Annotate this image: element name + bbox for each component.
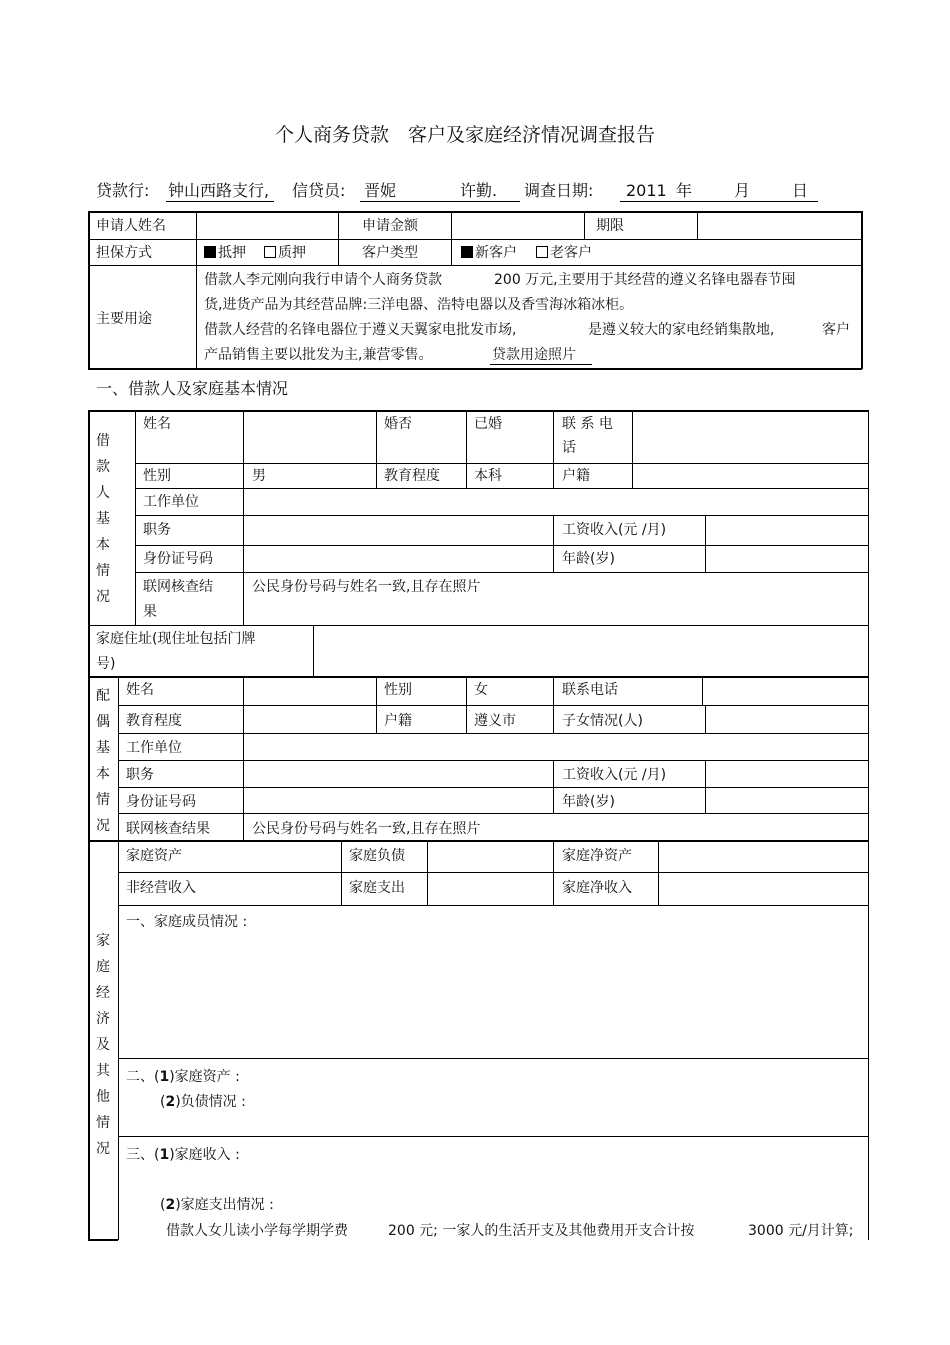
borrower-verify-label-a: 联网核查结 (143, 579, 213, 595)
family-net-income-label: 家庭净收入 (562, 880, 632, 896)
borrower-age-label: 年龄(岁) (562, 551, 615, 567)
page-title: 个人商务贷款 客户及家庭经济情况调查报告 (274, 124, 655, 146)
purpose-photo-link[interactable]: 贷款用途照片 (492, 347, 576, 363)
expense-detail-b: 200 元; 一家人的生活开支及其他费用开支合计按 (388, 1223, 695, 1239)
spouse-hukou-label: 户籍 (384, 713, 412, 729)
guarantee-label: 担保方式 (96, 245, 152, 261)
photo-link-underline (490, 364, 592, 365)
borrower-gender-value: 男 (252, 468, 266, 484)
spouse-age-label: 年龄(岁) (562, 794, 615, 810)
borrower-name-label: 姓名 (143, 416, 171, 432)
expense-detail-a: 借款人女儿读小学每学期学费 (166, 1223, 348, 1239)
officer2-value: 许勤. (460, 181, 498, 200)
date-year-unit: 年 (676, 181, 693, 200)
spouse-group-label: 配偶基本情况 (96, 688, 110, 834)
borrower-verify-value: 公民身份号码与姓名一致,且存在照片 (252, 579, 481, 595)
family-expense-label: 家庭支出 (349, 880, 405, 896)
family-members-heading: 一、家庭成员情况 : (126, 914, 248, 930)
purpose-line3a: 借款人经营的名锋电器位于遵义天翼家电批发市场, (204, 322, 517, 338)
spouse-verify-value: 公民身份号码与姓名一致,且存在照片 (252, 821, 481, 837)
customer-old-option[interactable]: 老客户 (536, 244, 592, 262)
term-label: 期限 (596, 218, 624, 234)
borrower-salary-label: 工资收入(元 /月) (562, 522, 667, 538)
borrower-phone-label-a: 联 系 电 (562, 416, 613, 432)
spouse-id-label: 身份证号码 (126, 794, 196, 810)
borrower-phone-label-b: 话 (562, 440, 576, 456)
spouse-gender-value: 女 (474, 682, 488, 698)
spouse-children-label: 子女情况(人) (562, 713, 643, 729)
borrower-id-label: 身份证号码 (143, 551, 213, 567)
spouse-gender-label: 性别 (384, 682, 412, 698)
purpose-line1b: 200 万元,主要用于其经营的遵义名锋电器春节囤 (494, 272, 796, 288)
spouse-salary-label: 工资收入(元 /月) (562, 767, 667, 783)
customer-new-option[interactable]: 新客户 (461, 244, 517, 262)
address-label-b: 号) (96, 656, 116, 672)
spouse-education-label: 教育程度 (126, 713, 182, 729)
spouse-name-label: 姓名 (126, 682, 154, 698)
guarantee-pledge-option[interactable]: 质押 (264, 244, 306, 262)
address-label-a: 家庭住址(现住址包括门牌 (96, 631, 256, 647)
spouse-phone-label: 联系电话 (562, 682, 618, 698)
guarantee-mortgage-option[interactable]: 抵押 (204, 244, 246, 262)
bank-label: 贷款行: (96, 181, 150, 200)
section1-heading: 一、借款人及家庭基本情况 (96, 379, 289, 398)
family-sec2-line1: 二、(1)家庭资产 : (126, 1069, 240, 1085)
borrower-position-label: 职务 (143, 522, 171, 538)
borrower-gender-label: 性别 (143, 468, 171, 484)
purpose-line1a: 借款人李元刚向我行申请个人商务贷款 (204, 272, 442, 288)
date-year: 2011 (626, 181, 667, 200)
checkbox-unchecked-icon (536, 246, 548, 258)
purpose-label: 主要用途 (96, 311, 152, 327)
officer-label: 信贷员: (292, 181, 346, 200)
borrower-education-value: 本科 (474, 468, 502, 484)
date-month-unit: 月 (734, 181, 751, 200)
purpose-line2: 货,进货产品为其经营品牌:三洋电器、浩特电器以及香雪海冰箱冰柜。 (204, 297, 634, 313)
amount-label: 申请金额 (362, 218, 418, 234)
family-net-assets-label: 家庭净资产 (562, 848, 632, 864)
officer-value: 晋妮 (364, 181, 397, 200)
date-label: 调查日期: (524, 181, 594, 200)
date-underline (620, 201, 818, 202)
purpose-line3b: 是遵义较大的家电经销集散地, (588, 322, 775, 338)
spouse-verify-label: 联网核查结果 (126, 821, 210, 837)
borrower-married-value: 已婚 (474, 416, 502, 432)
borrower-employer-label: 工作单位 (143, 494, 199, 510)
checkbox-unchecked-icon (264, 246, 276, 258)
customer-type-label: 客户类型 (362, 245, 418, 261)
borrower-verify-label-b: 果 (143, 604, 157, 620)
borrower-education-label: 教育程度 (384, 468, 440, 484)
family-assets-label: 家庭资产 (126, 848, 182, 864)
family-sec3-line2: (2)家庭支出情况 : (160, 1197, 274, 1213)
bank-value: 钟山西路支行, (168, 181, 270, 200)
checkbox-checked-icon (461, 246, 473, 258)
borrower-group-label: 借款人基本情况 (96, 433, 110, 605)
applicant-name-label: 申请人姓名 (96, 218, 166, 234)
purpose-line3c: 客户 (822, 322, 850, 338)
family-liabilities-label: 家庭负债 (349, 848, 405, 864)
borrower-married-label: 婚否 (384, 416, 412, 432)
family-nonbiz-income-label: 非经营收入 (126, 880, 196, 896)
date-day-unit: 日 (792, 181, 809, 200)
family-sec2-line2: (2)负债情况 : (160, 1094, 246, 1110)
expense-detail-c: 3000 元/月计算; (748, 1223, 854, 1239)
spouse-position-label: 职务 (126, 767, 154, 783)
checkbox-checked-icon (204, 246, 216, 258)
family-sec3-line1: 三、(1)家庭收入 : (126, 1147, 240, 1163)
bank-underline (166, 201, 274, 202)
borrower-hukou-label: 户籍 (562, 468, 590, 484)
officer-underline (360, 201, 520, 202)
spouse-employer-label: 工作单位 (126, 740, 182, 756)
family-group-label: 家庭经济及其他情况 (96, 933, 110, 1157)
spouse-hukou-value: 遵义市 (474, 713, 516, 729)
purpose-line4: 产品销售主要以批发为主,兼营零售。 (204, 347, 433, 363)
